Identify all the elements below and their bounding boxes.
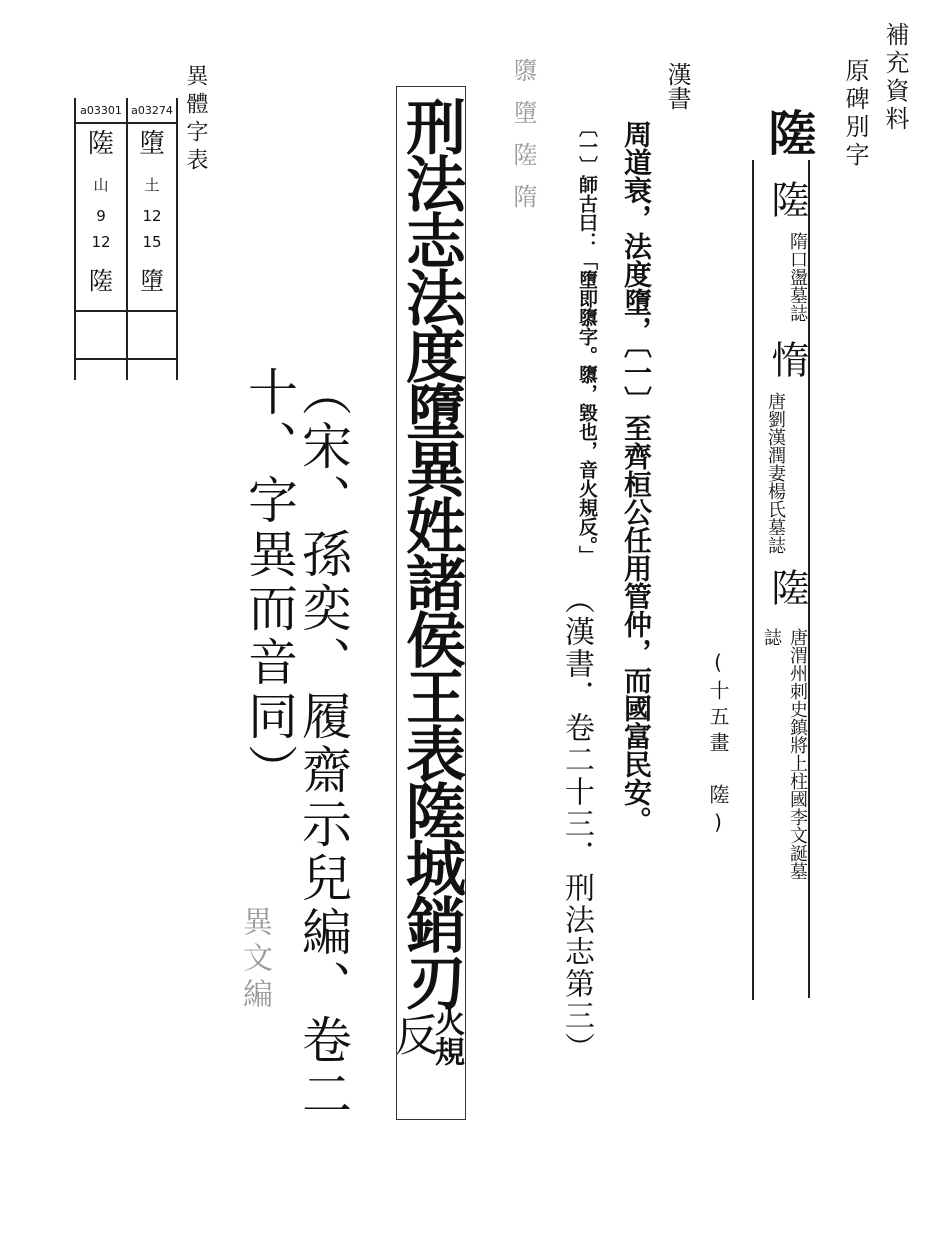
hanshu-citation: （漢書．卷二十三．刑法志第三） (559, 584, 594, 1064)
table-cell: 墮 (140, 267, 164, 295)
table-cell: 山 (93, 176, 109, 194)
song-citation-tail: 異文編 (237, 906, 272, 1014)
main-heading-text: 刑法志法度墮異姓諸侯王表隓城銷刃 (396, 96, 466, 1008)
table-cell: 墮 (138, 129, 165, 159)
variant-entry-2-glyph: 惰 (765, 340, 809, 378)
table-cell: 9 (96, 207, 106, 225)
variant-main-char: 隓 (760, 108, 816, 156)
table-column (128, 98, 176, 380)
variant-page-ref: (十五畫 隓) (706, 650, 730, 840)
table-cell: 12 (91, 233, 111, 251)
table-cell: 隓 (87, 129, 114, 159)
variant-table-title: 異體字表 (183, 64, 208, 176)
hanshu-note: 〔一〕師古曰：「墮即隳字。隳，毀也，音火規反。」 (576, 118, 598, 565)
table-column (76, 98, 126, 380)
hanshu-heading: 漢書 (663, 62, 691, 110)
song-citation-text: （宋、孫奕、履齋示兒編、卷二十、字異而音同） (240, 366, 352, 1122)
table-cell: 12 (142, 207, 162, 225)
table-cell: 土 (144, 176, 160, 194)
variant-entry-3-glyph: 隓 (765, 568, 809, 606)
faint-annotation: 隳墮隓隋 (509, 58, 537, 226)
main-heading-margin-note: 反 (387, 1012, 438, 1056)
variant-entry-3-note: 唐渭州刺史鎮將上柱國李文誕墓誌 (761, 628, 808, 880)
variant-entry-1-glyph: 隓 (765, 180, 809, 218)
header-label: 補充資料 (881, 22, 909, 134)
variant-entry-2-note: 唐劉漢潤妻楊氏墓誌 (765, 392, 786, 554)
table-code: a03274 (131, 104, 173, 117)
main-heading-side-note: 火規 (429, 1006, 464, 1066)
table-cell: 15 (142, 233, 162, 251)
table-code: a03301 (80, 104, 122, 117)
variant-entry-1-note: 隋口盪墓誌 (787, 232, 808, 322)
table-border-right (176, 98, 178, 380)
variant-column-rule-left (752, 160, 754, 1000)
table-cell: 隓 (89, 267, 113, 295)
header-source: 原碑別字 (841, 58, 869, 170)
hanshu-main-text: 周道衰，法度墮，〔一〕至齊桓公任用管仲，而國富民安。 (620, 120, 653, 834)
variant-table (74, 98, 178, 380)
